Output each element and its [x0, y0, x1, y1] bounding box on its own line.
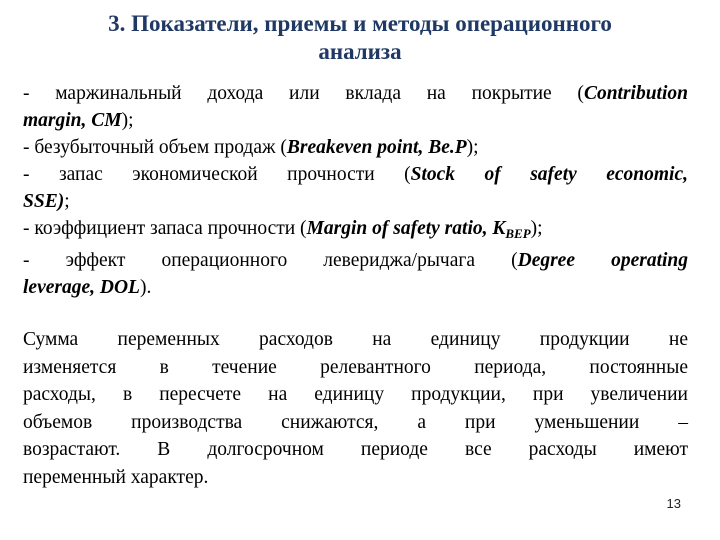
list-item-sse-cont: SSE);: [23, 191, 70, 212]
list-item-bep: - безубыточный объем продаж (Breakeven point, Be.P);: [23, 137, 479, 158]
paragraph-line: расходы, в пересчете на единицу продукции, при увеличении: [23, 384, 688, 405]
paragraph-line: объемов производства снижаются, а при уменьшении –: [23, 411, 688, 433]
indicator-list: [23, 80, 688, 301]
cost-behavior-paragraph: [23, 326, 688, 491]
list-item-cm: - маржинальный дохода или вклада на покрытие (Contribution: [23, 83, 688, 104]
list-item-kbep: - коэффициент запаса прочности (Margin of safety ratio, $K_{BEP}$);: [23, 218, 543, 241]
paragraph-line: переменный характер.: [23, 466, 209, 488]
list-item-dol-cont: leverage, DOL).: [23, 277, 152, 298]
paragraph-line: Сумма переменных расходов на единицу продукции не: [23, 329, 688, 350]
list-item-dol: - эффект операционного левериджа/рычага (Degree operating: [23, 250, 688, 271]
paragraph-line: возрастают. В долгосрочном периоде все расходы имеют: [23, 439, 688, 460]
list-item-cm-cont: margin, CM);: [23, 110, 134, 131]
paragraph-line: изменяется в течение релевантного периода, постоянные: [23, 356, 688, 378]
list-item-sse: - запас экономической прочности (Stock of safety economic,: [23, 164, 688, 185]
slide-title-line-1: 3. Показатели, приемы и методы операционного: [108, 11, 612, 36]
slide-title: [30, 10, 690, 66]
slide-title-line-2: анализа: [318, 39, 402, 64]
page-number: 13: [666, 496, 681, 511]
